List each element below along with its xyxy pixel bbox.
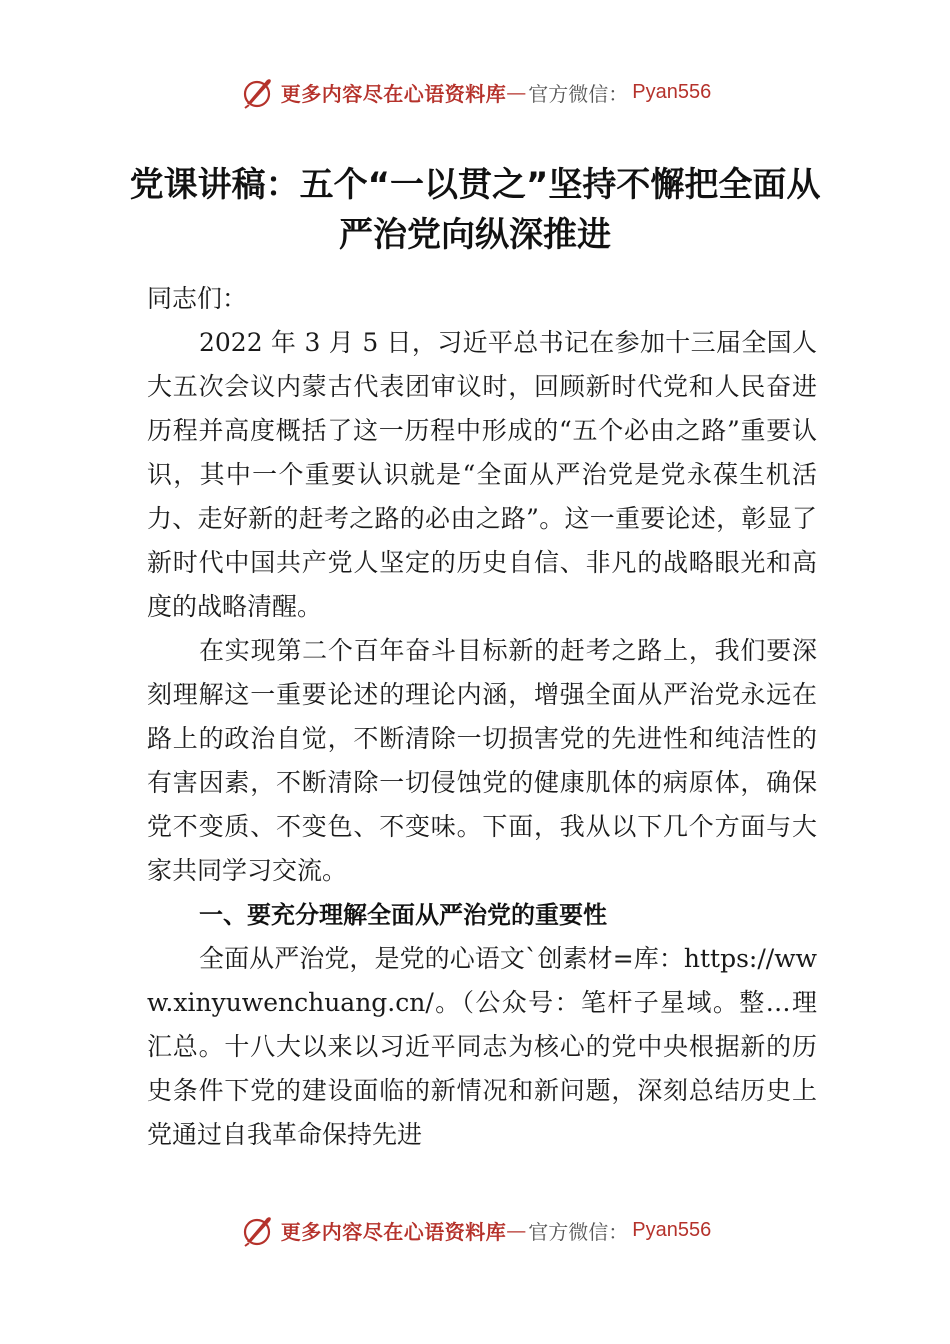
body-paragraph-2: 在实现第二个百年奋斗目标新的赶考之路上，我们要深刻理解这一重要论述的理论内涵，增强全面从严治党永远在路上的政治自觉，不断清除一切损害党的先进性和纯洁性的有害因素，不断清除一切侵蚀党的健康肌体的病原体，确保党不变质、不变色、不变味。下面，我从以下几个方面与大家共同学习交流。 bbox=[147, 636, 817, 885]
banner-brand-text: 更多内容尽在心语资料库 bbox=[280, 81, 507, 106]
footer-separator: — bbox=[506, 1218, 527, 1242]
footer-wechat-label: 官方微信： bbox=[528, 1219, 629, 1244]
banner-wechat-id: Pyan556 bbox=[632, 80, 712, 103]
footer-banner bbox=[0, 1208, 950, 1252]
banner-wechat-label: 官方微信： bbox=[528, 81, 629, 106]
footer-wechat-id: Pyan556 bbox=[632, 1218, 712, 1241]
body-paragraph-1: 2022 年 3 月 5 日，习近平总书记在参加十三届全国人大五次会议内蒙古代表团审议时，回顾新时代党和人民奋进历程并高度概括了这一历程中形成的“五个必由之路”重要认识，其中一个重要认识就是“全面从严治党是党永葆生机活力、走好新的赶考之路的必由之路”。这一重要论述，彰显了新时代中国共产党人坚定的历史自信、非凡的战略眼光和高度的战略清醒。 bbox=[147, 328, 817, 621]
quill-pen-logo-icon bbox=[239, 1212, 275, 1248]
section-heading: 一、要充分理解全面从严治党的重要性 bbox=[199, 901, 607, 929]
banner-separator: — bbox=[506, 80, 527, 104]
salutation: 同志们： bbox=[147, 284, 248, 313]
section-paragraph: 全面从严治党，是党的心语文`创素材=库：https://www.xinyuwenchuang.cn/。（公众号：笔杆子星域。整…理汇总。十八大以来以习近平同志为核心的党中央根据新的历史条件下党的建设面临的新情况和新问题，深刻总结历史上党通过自我革命保持先进 bbox=[147, 944, 817, 1149]
header-banner bbox=[0, 70, 950, 114]
document-body bbox=[147, 277, 817, 1157]
footer-brand-text: 更多内容尽在心语资料库 bbox=[280, 1219, 507, 1244]
quill-pen-logo-icon bbox=[239, 74, 275, 110]
document-title: 党课讲稿：五个“一以贯之”坚持不懈把全面从严治党向纵深推进 bbox=[129, 165, 821, 255]
